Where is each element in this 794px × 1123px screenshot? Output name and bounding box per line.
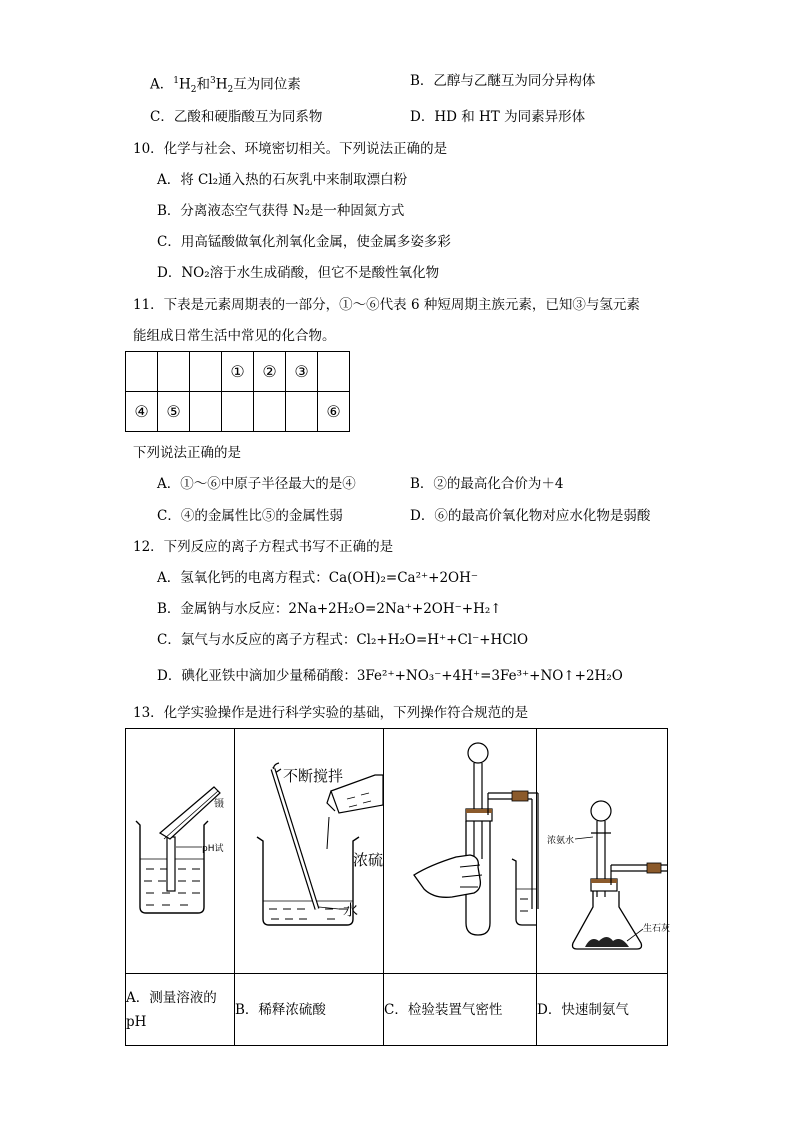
q12-stem: 12．下列反应的离子方程式书写不正确的是 xyxy=(133,539,394,555)
q10-option-a: A．将 Cl₂通入热的石灰乳中来制取漂白粉 xyxy=(157,172,408,188)
pt-cell: ③ xyxy=(286,352,318,392)
figure-b-acid-label: 浓硫 xyxy=(353,851,384,869)
q11-option-d: D．⑥的最高价氧化物对应水化物是弱酸 xyxy=(410,508,651,524)
pt-cell xyxy=(126,352,158,392)
q12-option-a: A．氢氧化钙的电离方程式：Ca(OH)₂=Ca²⁺+2OH⁻ xyxy=(157,570,479,586)
figure-d-ammonia xyxy=(537,729,671,974)
figure-c-airtightness xyxy=(384,729,537,974)
pt-cell xyxy=(190,352,222,392)
caption-b: B．稀释浓硫酸 xyxy=(235,974,384,1046)
q12-option-d: D．碘化亚铁中滴加少量稀硝酸：3Fe²⁺+NO₃⁻+4H⁺=3Fe³⁺+NO↑+2H₂O xyxy=(157,668,623,684)
figure-a-drawing xyxy=(126,729,234,969)
pt-cell xyxy=(318,352,350,392)
q9-option-b: B．乙醇与乙醚互为同分异构体 xyxy=(410,73,596,89)
figure-b-drawing xyxy=(235,729,383,969)
q9-option-c: C．乙酸和硬脂酸互为同系物 xyxy=(150,109,323,125)
q11-option-b: B．②的最高化合价为＋4 xyxy=(410,476,564,492)
q13-stem: 13．化学实验操作是进行科学实验的基础，下列操作符合规范的是 xyxy=(133,705,529,721)
q11-prompt: 下列说法正确的是 xyxy=(133,445,241,461)
figure-d-lime-label: 生石灰 xyxy=(643,924,671,934)
figure-d-ammonia-label: 浓氨水 xyxy=(547,836,575,846)
pt-cell: ⑥ xyxy=(318,392,350,432)
figure-b-water-label: 水 xyxy=(343,901,359,919)
figure-d-drawing xyxy=(537,729,671,969)
q9-option-d: D．HD 和 HT 为同素异形体 xyxy=(410,109,586,125)
figure-c-drawing xyxy=(384,729,536,969)
pt-cell: ④ xyxy=(126,392,158,432)
figure-b-dilute-acid xyxy=(235,729,384,974)
pt-cell xyxy=(190,392,222,432)
q11-option-a: A．①～⑥中原子半径最大的是④ xyxy=(157,476,356,492)
q10-stem: 10．化学与社会、环境密切相关。下列说法正确的是 xyxy=(133,141,448,157)
q9-option-a: A．$^1H_2$和$^3H_2$互为同位素 xyxy=(150,76,301,96)
figure-a-ph-measurement xyxy=(126,729,235,974)
q10-option-b: B．分离液态空气获得 N₂是一种固氮方式 xyxy=(157,203,405,219)
q11-stem-line1: 11．下表是元素周期表的一部分，①～⑥代表 6 种短周期主族元素，已知③与氢元素 xyxy=(133,297,640,313)
figure-a-tongs-label: 镊 xyxy=(214,799,224,810)
pt-cell: ② xyxy=(254,352,286,392)
pt-cell xyxy=(158,352,190,392)
caption-a: A．测量溶液的pH xyxy=(126,974,235,1046)
pt-cell: ① xyxy=(222,352,254,392)
figure-b-stir-label: 不断搅拌 xyxy=(283,767,344,785)
pt-cell xyxy=(286,392,318,432)
pt-cell xyxy=(254,392,286,432)
q10-option-d: D．NO₂溶于水生成硝酸，但它不是酸性氧化物 xyxy=(157,265,440,281)
figure-a-ph-label: pH试 xyxy=(202,844,224,854)
pt-cell: ⑤ xyxy=(158,392,190,432)
q12-option-c: C．氯气与水反应的离子方程式：Cl₂+H₂O=H⁺+Cl⁻+HClO xyxy=(157,632,529,648)
q12-option-b: B．金属钠与水反应：2Na+2H₂O=2Na⁺+2OH⁻+H₂↑ xyxy=(157,601,502,617)
q11-option-c: C．④的金属性比⑤的金属性弱 xyxy=(157,508,343,524)
pt-cell xyxy=(222,392,254,432)
q11-stem-line2: 能组成日常生活中常见的化合物。 xyxy=(133,328,336,344)
caption-c: C．检验装置气密性 xyxy=(384,974,537,1046)
experiment-table xyxy=(125,728,671,1046)
q10-option-c: C．用高锰酸做氧化剂氧化金属，使金属多姿多彩 xyxy=(157,234,451,250)
caption-d: D．快速制氨气 xyxy=(537,974,668,1046)
periodic-table-fragment xyxy=(125,351,350,432)
